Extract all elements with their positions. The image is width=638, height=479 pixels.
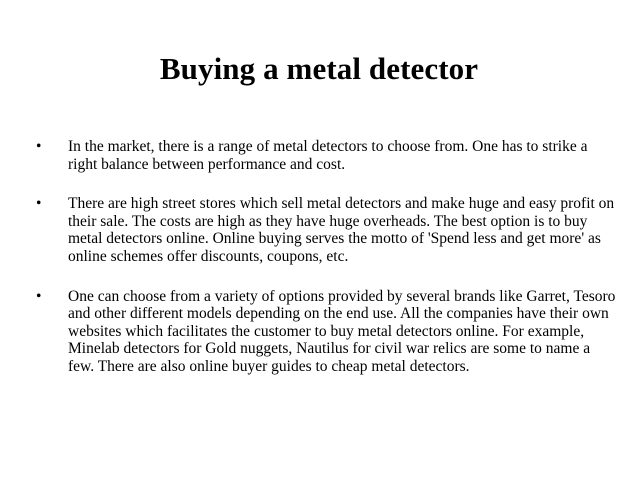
bullet-list (36, 138, 616, 398)
bullet-text: One can choose from a variety of options provided by several brands like Garret, Tesoro and other different models depending on the end use. All the companies have their own websites which facilitates the customer to buy metal detectors online. For example, Minelab detectors for Gold nuggets, Nautilus for civil war relics are some to name a few. There are also online buyer guides to cheap metal detectors. (68, 287, 616, 375)
bullet-item-2 (36, 195, 616, 265)
bullet-text: There are high street stores which sell metal detectors and make huge and easy profit on their sale. The costs are high as they have huge overheads. The best option is to buy metal detectors online. Online buying serves the motto of 'Spend less and get more' as online schemes offer discounts, coupons, etc. (68, 195, 615, 265)
bullet-dot-icon: • (36, 287, 42, 305)
bullet-item-3 (36, 288, 616, 376)
bullet-text: In the market, there is a range of metal detectors to choose from. One has to strike a right balance between performance and cost. (68, 138, 588, 173)
bullet-dot-icon: • (36, 138, 42, 155)
bullet-dot-icon: • (36, 195, 42, 213)
slide-title: Buying a metal detector (159, 51, 479, 86)
bullet-item-1 (36, 138, 616, 173)
